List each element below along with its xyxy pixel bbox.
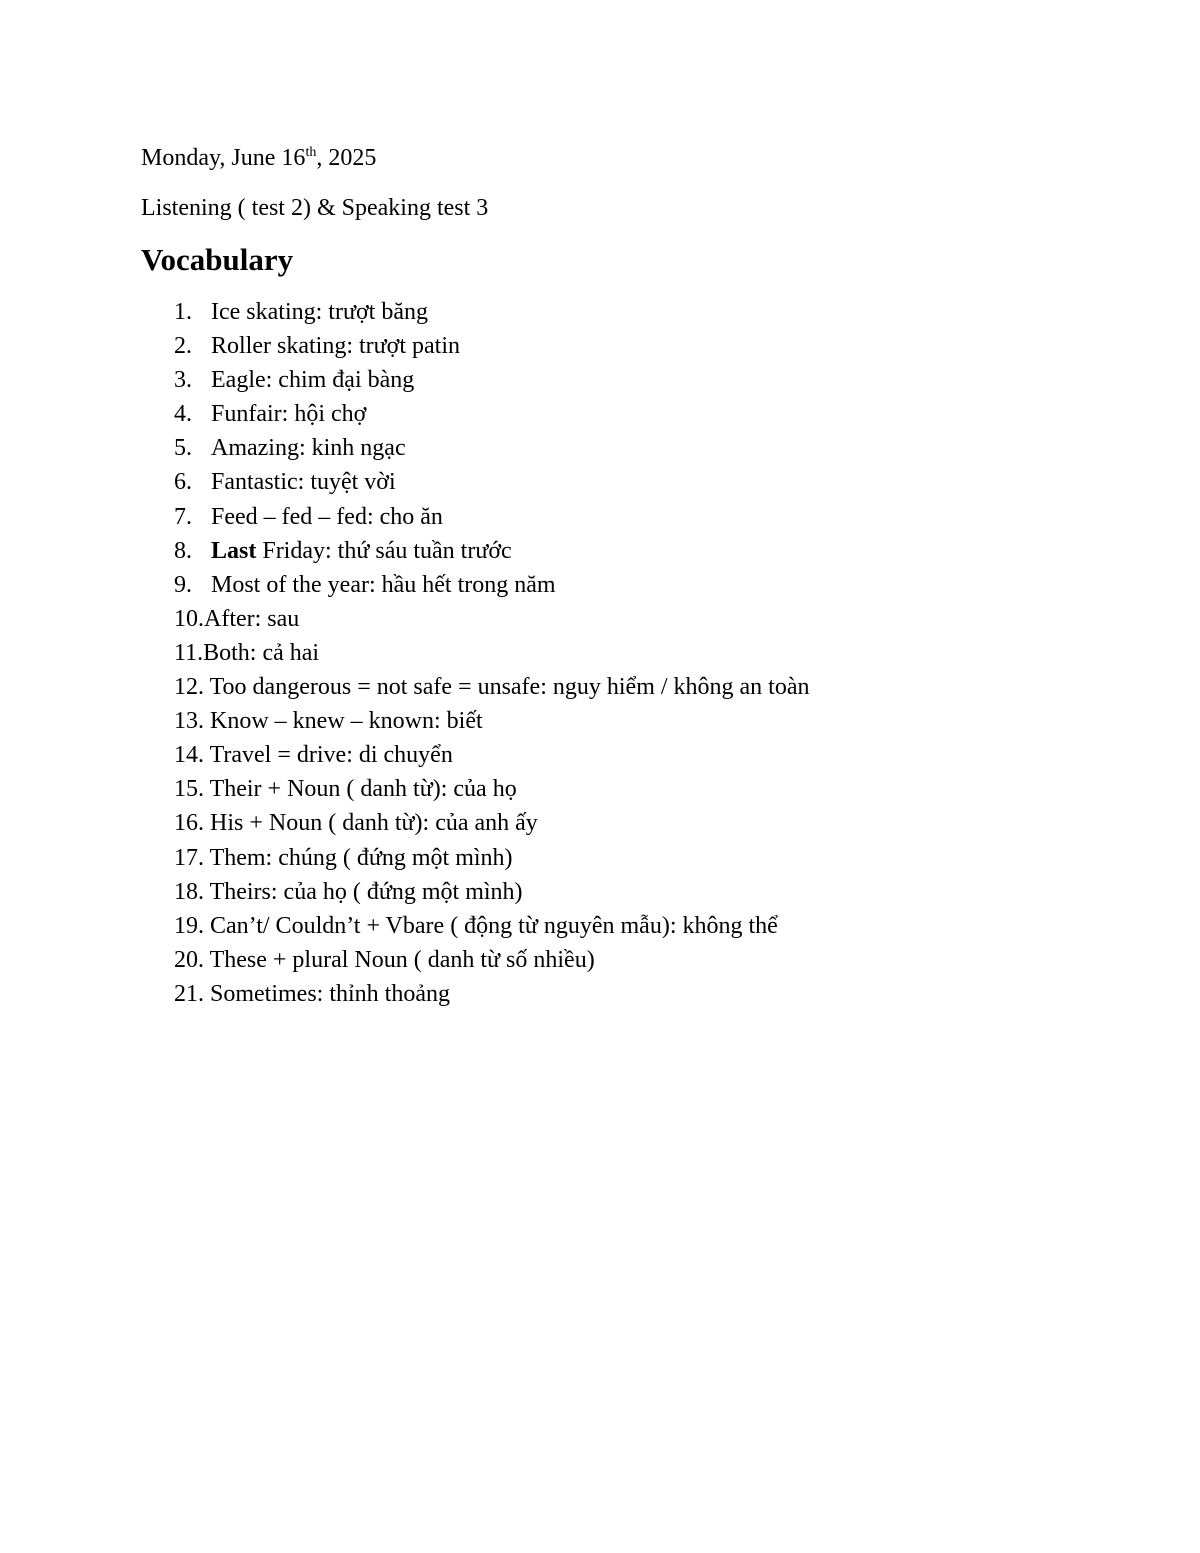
item-bold-text: Last — [211, 537, 257, 564]
item-number: 9. — [174, 571, 192, 598]
item-text: 12. Too dangerous = not safe = unsafe: nguy hiểm / không an toàn — [174, 674, 810, 701]
lesson-subtitle: Listening ( test 2) & Speaking test 3 — [141, 195, 489, 221]
item-text: Eagle: chim đại bàng — [211, 367, 415, 394]
item-text: 11.Both: cả hai — [174, 639, 320, 666]
item-text: Roller skating: trượt patin — [211, 333, 460, 360]
item-text: 13. Know – knew – known: biết — [174, 708, 483, 735]
item-text-wrapper — [211, 535, 512, 567]
item-text: 16. His + Noun ( danh từ): của anh ấy — [174, 810, 538, 837]
date-prefix: Monday, June 16 — [141, 145, 306, 171]
item-text: 20. These + plural Noun ( danh từ số nhiều) — [174, 946, 595, 973]
item-text: Feed – fed – fed: cho ăn — [211, 503, 443, 530]
item-number: 5. — [174, 435, 192, 462]
item-number: 6. — [174, 469, 192, 496]
item-text: 15. Their + Noun ( danh từ): của họ — [174, 776, 517, 803]
item-number: 1. — [174, 299, 192, 325]
item-text: Amazing: kinh ngạc — [211, 435, 406, 462]
item-text: 17. Them: chúng ( đứng một mình) — [174, 844, 513, 871]
vocabulary-heading: Vocabulary — [141, 242, 294, 277]
date-line — [141, 142, 376, 174]
item-number: 7. — [174, 503, 192, 530]
date-suffix: , 2025 — [316, 145, 377, 171]
item-text: Friday: thứ sáu tuần trước — [256, 537, 512, 564]
item-number: 2. — [174, 333, 192, 360]
item-text: Most of the year: hầu hết trong năm — [211, 571, 556, 598]
item-text: 14. Travel = drive: di chuyển — [174, 742, 453, 769]
item-text: 21. Sometimes: thỉnh thoảng — [174, 980, 450, 1007]
item-text: 18. Theirs: của họ ( đứng một mình) — [174, 878, 523, 905]
item-text: Fantastic: tuyệt vời — [211, 469, 396, 496]
item-text: Ice skating: trượt băng — [211, 299, 428, 325]
item-number: 3. — [174, 367, 192, 394]
date-superscript: th — [305, 145, 317, 160]
item-number: 4. — [174, 401, 192, 428]
item-number: 8. — [174, 537, 192, 564]
item-text: 10.After: sau — [174, 605, 300, 632]
item-text: 19. Can’t/ Couldn’t + Vbare ( động từ nguyên mẫu): không thể — [174, 912, 778, 939]
item-text: Funfair: hội chợ — [211, 401, 367, 428]
